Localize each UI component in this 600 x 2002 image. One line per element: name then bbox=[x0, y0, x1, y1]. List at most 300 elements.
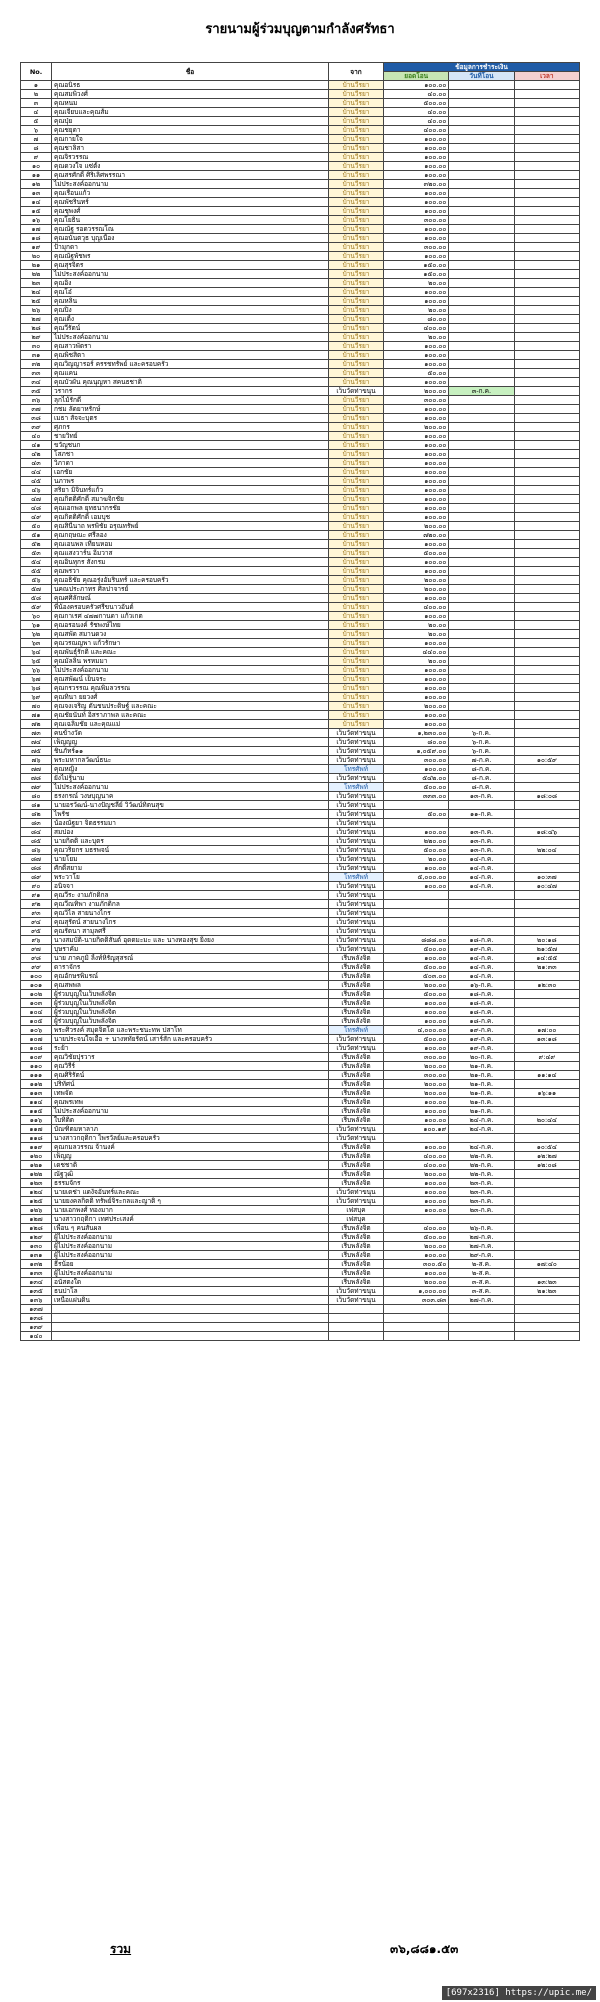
row-amount: ๔๐.๐๐ bbox=[384, 117, 449, 126]
row-time bbox=[514, 477, 579, 486]
row-from: เว็บวัดท่าขนุน bbox=[329, 918, 384, 927]
row-no: ๕๘ bbox=[21, 594, 52, 603]
row-name: พี่น้องครอบครัวศรีขนาวอันต์ bbox=[52, 603, 329, 612]
row-no: ๓๒ bbox=[21, 360, 52, 369]
header-no: No. bbox=[21, 63, 52, 81]
table-row bbox=[21, 792, 580, 801]
row-time bbox=[514, 1125, 579, 1134]
row-from: เว็บวัดท่าขนุน bbox=[329, 846, 384, 855]
row-name: ไม่ประสงค์ออกนาม bbox=[52, 270, 329, 279]
row-time bbox=[514, 1332, 579, 1341]
row-time bbox=[514, 225, 579, 234]
row-amount: ๑,๐๐๐.๐๐ bbox=[384, 1287, 449, 1296]
row-date bbox=[449, 1314, 514, 1323]
table-row bbox=[21, 396, 580, 405]
row-no: ๑๔ bbox=[21, 198, 52, 207]
row-amount: ๔๐๐.๐๐ bbox=[384, 324, 449, 333]
row-time: ๑๘:๐๘ bbox=[514, 792, 579, 801]
row-time bbox=[514, 684, 579, 693]
row-name: อนิจจา bbox=[52, 882, 329, 891]
row-date bbox=[449, 657, 514, 666]
table-row bbox=[21, 270, 580, 279]
row-date: ๒๑-ก.ค. bbox=[449, 1107, 514, 1116]
row-amount: ๒๐๐.๐๐ bbox=[384, 1170, 449, 1179]
row-date: ๖-ก.ค. bbox=[449, 729, 514, 738]
row-time bbox=[514, 522, 579, 531]
row-no: ๒๖ bbox=[21, 306, 52, 315]
row-from: บ้านวีรยา bbox=[329, 522, 384, 531]
row-name: คุณโยธิน bbox=[52, 216, 329, 225]
table-row bbox=[21, 936, 580, 945]
row-from: เว็บวัดท่าขนุน bbox=[329, 1035, 384, 1044]
row-name: ระย้า bbox=[52, 1044, 329, 1053]
row-no: ๑๓๑ bbox=[21, 1251, 52, 1260]
row-from: บ้านวีรยา bbox=[329, 171, 384, 180]
table-row bbox=[21, 108, 580, 117]
row-time bbox=[514, 306, 579, 315]
row-from: เว็บวัดท่าขนุน bbox=[329, 1197, 384, 1206]
header-from: จาก bbox=[329, 63, 384, 81]
table-row bbox=[21, 765, 580, 774]
row-no: ๑๐๔ bbox=[21, 1008, 52, 1017]
row-amount: ๑๐๐.๐๐ bbox=[384, 1269, 449, 1278]
table-row bbox=[21, 1269, 580, 1278]
row-date: ๒๓-ก.ค. bbox=[449, 1197, 514, 1206]
row-time bbox=[514, 81, 579, 90]
row-no: ๖๒ bbox=[21, 630, 52, 639]
row-from: เรีบพลังจิต bbox=[329, 1161, 384, 1170]
row-time bbox=[514, 630, 579, 639]
row-from: เรีบพลังจิต bbox=[329, 954, 384, 963]
row-name: นางสาวกฤติกา ไพรวัลย์และครอบครัว bbox=[52, 1134, 329, 1143]
row-from: เว็บวัดท่าขนุน bbox=[329, 819, 384, 828]
row-from: เรีบพลังจิต bbox=[329, 1089, 384, 1098]
row-time bbox=[514, 459, 579, 468]
row-time bbox=[514, 594, 579, 603]
row-no: ๖๙ bbox=[21, 693, 52, 702]
table-row bbox=[21, 441, 580, 450]
table-row bbox=[21, 1053, 580, 1062]
row-date: ๓-ก.ค. bbox=[449, 387, 514, 396]
row-no: ๑๑๓ bbox=[21, 1089, 52, 1098]
row-no: ๑๓๓ bbox=[21, 1269, 52, 1278]
row-no: ๕๖ bbox=[21, 576, 52, 585]
row-amount bbox=[384, 1215, 449, 1224]
row-time bbox=[514, 1098, 579, 1107]
row-from: บ้านวีรยา bbox=[329, 144, 384, 153]
row-time bbox=[514, 468, 579, 477]
table-row bbox=[21, 171, 580, 180]
row-no: ๙๖ bbox=[21, 936, 52, 945]
row-no: ๕๒ bbox=[21, 540, 52, 549]
row-date: ๑๔-ก.ค. bbox=[449, 954, 514, 963]
row-amount bbox=[384, 819, 449, 828]
row-date bbox=[449, 81, 514, 90]
row-time bbox=[514, 657, 579, 666]
row-time bbox=[514, 243, 579, 252]
row-amount: ๑๕๐.๐๐ bbox=[384, 270, 449, 279]
row-amount: ๒๐.๐๐ bbox=[384, 630, 449, 639]
row-amount: ๑๐๐.๐๐ bbox=[384, 1206, 449, 1215]
row-name: เดชชาติ bbox=[52, 1161, 329, 1170]
row-date bbox=[449, 126, 514, 135]
table-row bbox=[21, 225, 580, 234]
row-from: บ้านวีรยา bbox=[329, 468, 384, 477]
table-row bbox=[21, 1071, 580, 1080]
row-date bbox=[449, 99, 514, 108]
row-no: ๕๕ bbox=[21, 567, 52, 576]
row-amount bbox=[384, 1332, 449, 1341]
row-date bbox=[449, 549, 514, 558]
row-name: นาย ภาคภูมิ ลิ้งท์หิรัญสุสรณ์ bbox=[52, 954, 329, 963]
row-time bbox=[514, 513, 579, 522]
row-from: เรีบพลังจิต bbox=[329, 1107, 384, 1116]
row-no: ๙๓ bbox=[21, 909, 52, 918]
row-from: บ้านวีรยา bbox=[329, 630, 384, 639]
row-amount: ๑๕๐.๐๐ bbox=[384, 261, 449, 270]
row-amount: ๑๐๐.๐๐ bbox=[384, 162, 449, 171]
row-date: ๒-ส.ค. bbox=[449, 1269, 514, 1278]
row-date: ๑๘-ก.ค. bbox=[449, 1017, 514, 1026]
row-time bbox=[514, 423, 579, 432]
row-no: ๑๐๖ bbox=[21, 1026, 52, 1035]
row-amount: ๑๐๐.๐๐ bbox=[384, 720, 449, 729]
row-no: ๔๙ bbox=[21, 513, 52, 522]
table-row bbox=[21, 630, 580, 639]
row-name: คุณอนิรธ bbox=[52, 81, 329, 90]
row-from: บ้านวีรยา bbox=[329, 549, 384, 558]
row-name: คุณสรศักดิ์ ศิริเลิศพรรณา bbox=[52, 171, 329, 180]
row-date bbox=[449, 531, 514, 540]
table-row bbox=[21, 603, 580, 612]
row-time bbox=[514, 90, 579, 99]
row-time bbox=[514, 864, 579, 873]
row-from: เรีบพลังจิต bbox=[329, 1224, 384, 1233]
row-date bbox=[449, 495, 514, 504]
table-row bbox=[21, 945, 580, 954]
row-name: คุณอธิชัย คุณอรุ่งอัมรินทร์ และครอบครัว bbox=[52, 576, 329, 585]
row-date bbox=[449, 108, 514, 117]
row-time bbox=[514, 1107, 579, 1116]
row-name: คุณกมลวรรณ จ้านงค์ bbox=[52, 1143, 329, 1152]
row-date bbox=[449, 342, 514, 351]
row-amount bbox=[384, 1134, 449, 1143]
row-time bbox=[514, 1233, 579, 1242]
row-no: ๖๔ bbox=[21, 648, 52, 657]
row-name: คุณกาเรศ ๔๗๗กานดา แก้วเกต bbox=[52, 612, 329, 621]
row-from: บ้านวีรยา bbox=[329, 108, 384, 117]
row-name: คุณชุพงศ์ bbox=[52, 207, 329, 216]
row-from: บ้านวีรยา bbox=[329, 180, 384, 189]
row-name: ผู้ไม่ประสงค์ออกนาม bbox=[52, 1242, 329, 1251]
row-time bbox=[514, 1305, 579, 1314]
row-time: ๑๗:๐๐ bbox=[514, 1026, 579, 1035]
row-date bbox=[449, 675, 514, 684]
row-name: คุณวิญญารอร์ ครรชทรัพย์ และครอบครัว bbox=[52, 360, 329, 369]
row-amount: ๗๒๐.๐๐ bbox=[384, 531, 449, 540]
row-no: ๒ bbox=[21, 90, 52, 99]
header-amount: ยอดโอน bbox=[384, 72, 449, 81]
row-name: นายอรวัฒน์-นางปัญชลีย์ วิวัฒน์ทิตนสุข bbox=[52, 801, 329, 810]
table-row bbox=[21, 1206, 580, 1215]
table-row bbox=[21, 90, 580, 99]
row-amount: ๑๐๐.๐๐ bbox=[384, 459, 449, 468]
row-time bbox=[514, 702, 579, 711]
row-time bbox=[514, 1044, 579, 1053]
row-no: ๑๑๑ bbox=[21, 1071, 52, 1080]
image-host-footer: [697x2316] https://upic.me/ bbox=[442, 1986, 596, 2000]
row-date: ๑๔-ก.ค. bbox=[449, 873, 514, 882]
row-amount: ๓๓๓.๐๐ bbox=[384, 792, 449, 801]
table-row bbox=[21, 693, 580, 702]
header-name: ชื่อ bbox=[52, 63, 329, 81]
row-no: ๑ bbox=[21, 81, 52, 90]
row-no: ๒๓ bbox=[21, 279, 52, 288]
row-amount: ๑๐๐.๐๐ bbox=[384, 675, 449, 684]
row-amount: ๔๐๐.๐๐ bbox=[384, 603, 449, 612]
row-time bbox=[514, 567, 579, 576]
row-date bbox=[449, 189, 514, 198]
header-date: วันที่โอน bbox=[449, 72, 514, 81]
table-row bbox=[21, 621, 580, 630]
row-time: ๙:๔๙ bbox=[514, 1053, 579, 1062]
row-from: เว็บวัดท่าขนุน bbox=[329, 774, 384, 783]
row-no: ๙๑ bbox=[21, 891, 52, 900]
row-name: คุณสาวพัตรา bbox=[52, 342, 329, 351]
row-from: บ้านวีรยา bbox=[329, 639, 384, 648]
row-from: เว็บวัดท่าขนุน bbox=[329, 738, 384, 747]
row-time bbox=[514, 1314, 579, 1323]
row-amount: ๑๐๐.๐๐ bbox=[384, 684, 449, 693]
row-from: บ้านวีรยา bbox=[329, 243, 384, 252]
row-no: ๑๓๖ bbox=[21, 1296, 52, 1305]
row-amount: ๒๐.๐๐ bbox=[384, 333, 449, 342]
row-no: ๑๓๘ bbox=[21, 1314, 52, 1323]
table-row bbox=[21, 540, 580, 549]
row-name: คุณอินทุกร สังกรม bbox=[52, 558, 329, 567]
table-row bbox=[21, 1233, 580, 1242]
table-row bbox=[21, 828, 580, 837]
row-date bbox=[449, 684, 514, 693]
row-amount: ๒๐๐.๐๐ bbox=[384, 522, 449, 531]
row-from: เรีบพลังจิต bbox=[329, 1242, 384, 1251]
row-name: ยังไม่รู้นาม bbox=[52, 774, 329, 783]
row-from: บ้านวีรยา bbox=[329, 504, 384, 513]
row-date: ๒๖-ก.ค. bbox=[449, 1224, 514, 1233]
row-time bbox=[514, 315, 579, 324]
table-row bbox=[21, 342, 580, 351]
row-name: คุณหญิง bbox=[52, 765, 329, 774]
row-amount: ๑๐๐.๐๐ bbox=[384, 342, 449, 351]
row-name: คุณวิไล สายนางไกร bbox=[52, 909, 329, 918]
table-row bbox=[21, 963, 580, 972]
table-row bbox=[21, 351, 580, 360]
row-from bbox=[329, 1314, 384, 1323]
row-from: บ้านวีรยา bbox=[329, 396, 384, 405]
row-time bbox=[514, 261, 579, 270]
row-amount: ๕๐.๐๐ bbox=[384, 369, 449, 378]
row-amount: ๑๐๐.๐๐ bbox=[384, 252, 449, 261]
row-amount: ๓๐๐.๕๐ bbox=[384, 1260, 449, 1269]
row-amount: ๑๐๐.๑๙ bbox=[384, 1125, 449, 1134]
row-from: บ้านวีรยา bbox=[329, 261, 384, 270]
row-from: เรีบพลังจิต bbox=[329, 1170, 384, 1179]
row-date: ๑๔-ก.ค. bbox=[449, 864, 514, 873]
row-no: ๘๕ bbox=[21, 837, 52, 846]
row-name: คุณวิรีร์ bbox=[52, 1062, 329, 1071]
row-no: ๔๐ bbox=[21, 432, 52, 441]
row-date: ๒๒-ก.ค. bbox=[449, 1170, 514, 1179]
row-from: บ้านวีรยา bbox=[329, 270, 384, 279]
table-row bbox=[21, 1170, 580, 1179]
row-time bbox=[514, 531, 579, 540]
row-from: บ้านวีรยา bbox=[329, 189, 384, 198]
row-time bbox=[514, 333, 579, 342]
row-date bbox=[449, 1323, 514, 1332]
row-amount: ๑๐๐.๐๐ bbox=[384, 297, 449, 306]
row-from: บ้านวีรยา bbox=[329, 198, 384, 207]
row-amount: ๔๔๐.๐๐ bbox=[384, 648, 449, 657]
row-amount: ๑๐๐.๐๐ bbox=[384, 1044, 449, 1053]
row-no: ๘ bbox=[21, 144, 52, 153]
row-time bbox=[514, 1206, 579, 1215]
row-name: นายเดช่า แดงัจอันทร์และคณะ bbox=[52, 1188, 329, 1197]
table-row bbox=[21, 756, 580, 765]
row-amount: ๑๐๐.๐๐ bbox=[384, 1107, 449, 1116]
row-time: ๒๑:๓๓ bbox=[514, 963, 579, 972]
table-row bbox=[21, 450, 580, 459]
row-date bbox=[449, 1215, 514, 1224]
row-no: ๒๑ bbox=[21, 261, 52, 270]
row-amount: ๑๐๐.๐๐ bbox=[384, 594, 449, 603]
row-name: ศุภกร bbox=[52, 423, 329, 432]
row-date bbox=[449, 576, 514, 585]
row-no: ๗๐ bbox=[21, 702, 52, 711]
row-date bbox=[449, 360, 514, 369]
row-name: คุณสินีนาถ พรพิชัย อรุณทรัพย์ bbox=[52, 522, 329, 531]
row-date bbox=[449, 1134, 514, 1143]
row-from: บ้านวีรยา bbox=[329, 216, 384, 225]
row-time bbox=[514, 1080, 579, 1089]
row-date: ๒๒-ก.ค. bbox=[449, 1152, 514, 1161]
table-row bbox=[21, 972, 580, 981]
row-time bbox=[514, 198, 579, 207]
table-row bbox=[21, 810, 580, 819]
table-row bbox=[21, 1287, 580, 1296]
row-amount: ๒๐๐.๐๐ bbox=[384, 1080, 449, 1089]
row-date bbox=[449, 180, 514, 189]
row-date bbox=[449, 585, 514, 594]
row-no: ๑๔๐ bbox=[21, 1332, 52, 1341]
total-label: รวม bbox=[110, 1942, 132, 1956]
table-row bbox=[21, 531, 580, 540]
row-from: บ้านวีรยา bbox=[329, 603, 384, 612]
row-date bbox=[449, 414, 514, 423]
table-row bbox=[21, 486, 580, 495]
table-row bbox=[21, 1125, 580, 1134]
row-from: บ้านวีรยา bbox=[329, 369, 384, 378]
row-name: ขวัญชนก bbox=[52, 441, 329, 450]
row-date bbox=[449, 801, 514, 810]
row-no: ๘๗ bbox=[21, 855, 52, 864]
row-name: เทพจัด bbox=[52, 1089, 329, 1098]
row-time bbox=[514, 765, 579, 774]
row-amount bbox=[384, 918, 449, 927]
row-name: คุณอักษรพิมรณ์ bbox=[52, 972, 329, 981]
row-from: เรีบพลังจิต bbox=[329, 1017, 384, 1026]
row-from: โทรศัพท์ bbox=[329, 873, 384, 882]
row-no: ๖๖ bbox=[21, 666, 52, 675]
row-from: เว็บวัดท่าขนุน bbox=[329, 747, 384, 756]
row-from: บ้านวีรยา bbox=[329, 666, 384, 675]
row-no: ๓๑ bbox=[21, 351, 52, 360]
row-date: ๘-ก.ค. bbox=[449, 783, 514, 792]
row-name: อนัสตงใด bbox=[52, 1278, 329, 1287]
row-no: ๑๓๙ bbox=[21, 1323, 52, 1332]
row-amount: ๒๐๐.๐๐ bbox=[384, 387, 449, 396]
row-amount: ๑๐๐.๐๐ bbox=[384, 225, 449, 234]
row-from: โทรศัพท์ bbox=[329, 783, 384, 792]
row-date bbox=[449, 450, 514, 459]
row-from: เฟสบุค bbox=[329, 1215, 384, 1224]
row-time: ๑๒:๓๐ bbox=[514, 981, 579, 990]
row-amount: ๑๐๐.๐๐ bbox=[384, 351, 449, 360]
row-name: คุณจิรวรรณ bbox=[52, 153, 329, 162]
row-date bbox=[449, 243, 514, 252]
row-from bbox=[329, 1323, 384, 1332]
row-name: คุณสมพิวงศ์ bbox=[52, 90, 329, 99]
table-row bbox=[21, 126, 580, 135]
row-amount: ๑๐๐.๐๐ bbox=[384, 144, 449, 153]
row-amount: ๑๐๐.๐๐ bbox=[384, 1197, 449, 1206]
row-date bbox=[449, 594, 514, 603]
row-name: โสภชา bbox=[52, 450, 329, 459]
row-amount: ๔๐๐.๐๐ bbox=[384, 1224, 449, 1233]
row-no: ๑๑๗ bbox=[21, 1125, 52, 1134]
table-row bbox=[21, 468, 580, 477]
row-from: บ้านวีรยา bbox=[329, 162, 384, 171]
row-amount: ๓๒๐.๐๐ bbox=[384, 180, 449, 189]
page-title: รายนามผู้ร่วมบุญตามกำลังศรัทธา bbox=[205, 22, 395, 37]
row-amount: ๑๐๐.๐๐ bbox=[384, 450, 449, 459]
row-no: ๑๐๒ bbox=[21, 990, 52, 999]
row-name: คุณชาลิสา bbox=[52, 144, 329, 153]
row-name: คุณชัยนันท์ อิสราภาพล และคณะ bbox=[52, 711, 329, 720]
row-no: ๗๒ bbox=[21, 720, 52, 729]
row-amount: ๑๐๐.๐๐ bbox=[384, 1008, 449, 1017]
row-date: ๑๓-ก.ค. bbox=[449, 846, 514, 855]
row-name: คุณบัวผัน คุณนุญหา สคนธชาติ bbox=[52, 378, 329, 387]
table-row bbox=[21, 162, 580, 171]
row-from: เรีบพลังจิต bbox=[329, 1269, 384, 1278]
row-time: ๑๑:๑๔ bbox=[514, 1071, 579, 1080]
row-from: บ้านวีรยา bbox=[329, 288, 384, 297]
row-amount: ๓๐๐.๐๐ bbox=[384, 243, 449, 252]
table-row bbox=[21, 99, 580, 108]
row-amount: ๔,๐๐๐.๐๐ bbox=[384, 1026, 449, 1035]
row-date bbox=[449, 513, 514, 522]
row-amount: ๓๐๐.๐๐ bbox=[384, 396, 449, 405]
row-amount: ๑๐๐.๐๐ bbox=[384, 207, 449, 216]
table-row bbox=[21, 774, 580, 783]
row-name: คุณกิตติศักดิ์ สมาฆจิกชัย bbox=[52, 495, 329, 504]
row-no: ๔ bbox=[21, 108, 52, 117]
table-row bbox=[21, 999, 580, 1008]
row-time bbox=[514, 738, 579, 747]
table-row bbox=[21, 306, 580, 315]
row-amount: ๔๐.๐๐ bbox=[384, 108, 449, 117]
row-name: คุณหนม bbox=[52, 99, 329, 108]
